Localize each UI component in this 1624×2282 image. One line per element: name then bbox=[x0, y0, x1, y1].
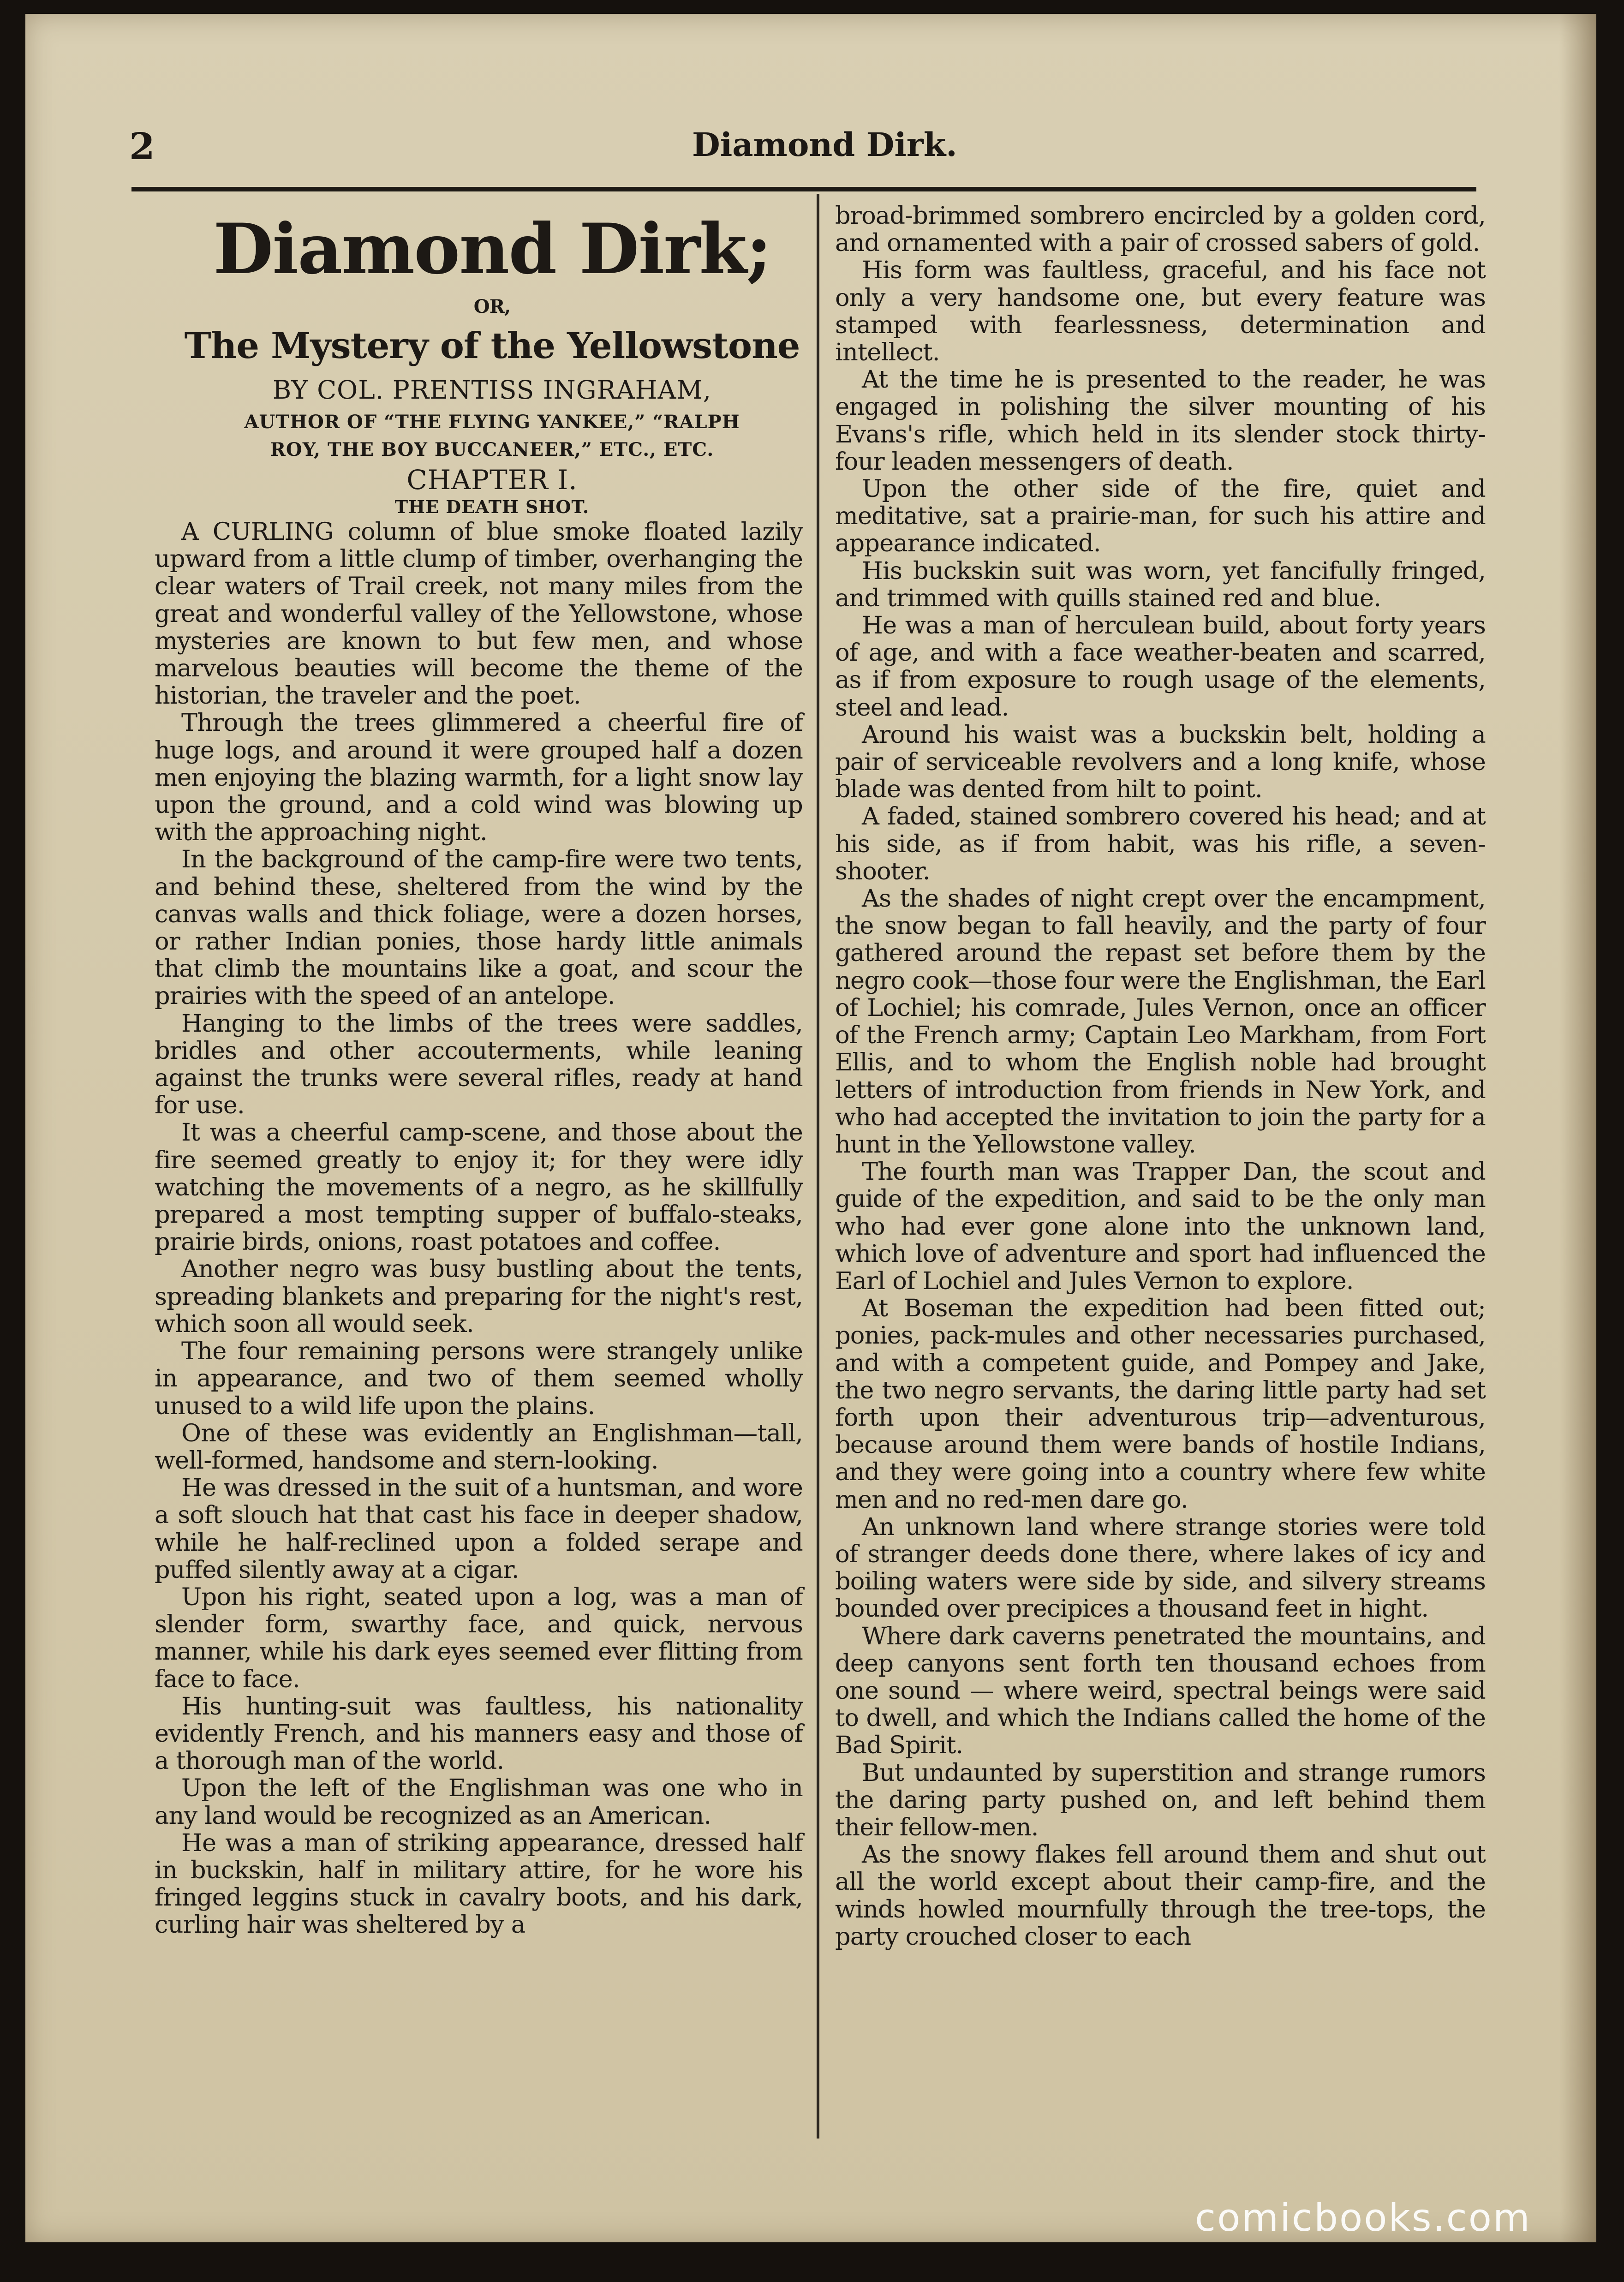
running-head bbox=[129, 115, 1476, 171]
worn-page-edge bbox=[1559, 14, 1596, 2242]
paragraph: He was a man of herculean build, about forty years of age, and with a face weather-beaten and scarred, as if from exposure to rough usage of the elements, steel and lead. bbox=[835, 611, 1486, 722]
paragraph: As the shades of night crept over the encampment, the snow began to fall heavily, and the party of four gathered around the repast set before them by the negro cook—those four were the Englishman, the Earl of Lochiel; his comrade, Jules Vernon, once an officer of the French army; Captain Leo Markham, from Fort Ellis, and to whom the English noble had brought letters of introduction from friends in New York, and who had accepted the invitation to join the party for a hunt in the Yellowstone valley. bbox=[835, 884, 1486, 1159]
chapter-title: THE DEATH SHOT. bbox=[394, 496, 590, 517]
left-column bbox=[155, 205, 803, 1939]
byline: BY COL. PRENTISS INGRAHAM, bbox=[272, 375, 712, 405]
paragraph: But undaunted by superstition and strange rumors the daring party pushed on, and left behind them their fellow-men. bbox=[835, 1758, 1486, 1841]
paragraph: Upon the left of the Englishman was one who in any land would be recognized as an American. bbox=[155, 1774, 803, 1830]
paragraph: Where dark caverns penetrated the mountains, and deep canyons sent forth ten thousand echoes from one sound — where weird, spectral beings were said to dwell, and which the Indians called the home of the Bad Spirit. bbox=[835, 1622, 1486, 1760]
paragraph: One of these was evidently an Englishman—tall, well-formed, handsome and stern-looking. bbox=[155, 1419, 803, 1475]
paragraph: The fourth man was Trapper Dan, the scout and guide of the expedition, and said to be the only man who had ever gone alone into the unknown land, which love of adventure and sport had influenced the Earl of Lochiel and Jules Vernon to explore. bbox=[835, 1158, 1486, 1295]
column-divider bbox=[817, 194, 819, 2139]
title-or: OR, bbox=[473, 296, 511, 317]
paragraph: An unknown land where strange stories were told of stranger deeds done there, where lakes of icy and boiling waters were side by side, and silvery streams bounded over precipices a thousand feet in hight. bbox=[835, 1512, 1486, 1623]
title-block bbox=[155, 205, 803, 518]
paragraph: At the time he is presented to the reader, he was engaged in polishing the silver mounting of his Evans's rifle, which held in its slender stock thirty-four leaden messengers of death. bbox=[835, 365, 1486, 476]
paragraph: Around his waist was a buckskin belt, holding a pair of serviceable revolvers and a long knife, whose blade was dented from hilt to point. bbox=[835, 720, 1486, 804]
opening-text: column of blue smoke floated lazily upward from a little clump of timber, overhanging the clear waters of Trail creek, not many miles from the great and wonderful valley of the Yellowstone, whose mysteries are known to but few men, and whose marvelous beauties will become the theme of the historian, the traveler and the poet. bbox=[155, 518, 803, 710]
paragraph: As the snowy flakes fell around them and shut out all the world except about their camp-fire, and the winds howled mournfully through the tree-tops, the party crouched closer to each bbox=[835, 1840, 1486, 1951]
paragraph: Upon the other side of the fire, quiet and meditative, sat a prairie-man, for such his attire and appearance indicated. bbox=[835, 475, 1486, 558]
paragraph: In the background of the camp-fire were two tents, and behind these, sheltered from the wind by the canvas walls and thick foliage, were a dozen horses, or rather Indian ponies, those hardy little animals that climb the mountains like a goat, and scour the prairies with the speed of an antelope. bbox=[155, 845, 803, 1010]
site-watermark: comicbooks.com bbox=[1195, 2196, 1531, 2240]
paragraph: His buckskin suit was worn, yet fancifully fringed, and trimmed with quills stained red and blue. bbox=[835, 556, 1486, 612]
paragraph: Through the trees glimmered a cheerful fire of huge logs, and around it were grouped half a dozen men enjoying the blazing warmth, for a light snow lay upon the ground, and a cold wind was blowing up with the approaching night. bbox=[155, 709, 803, 847]
right-column bbox=[835, 202, 1486, 1950]
author-of-line-2: ROY, THE BOY BUCCANEER,” ETC., ETC. bbox=[270, 439, 714, 460]
author-of-line-1: AUTHOR OF “THE FLYING YANKEE,” “RALPH bbox=[244, 411, 740, 433]
paragraph: Hanging to the limbs of the trees were saddles, bridles and other accouterments, while leaning against the trunks were several rifles, ready at hand for use. bbox=[155, 1009, 803, 1120]
header-rule bbox=[131, 187, 1476, 191]
paragraph: Upon his right, seated upon a log, was a man of slender form, swarthy face, and quick, nervous manner, while his dark eyes seemed ever flitting from face to face. bbox=[155, 1583, 803, 1693]
paragraph: A faded, stained sombrero covered his head; and at his side, as if from habit, was his rifle, a seven-shooter. bbox=[835, 802, 1486, 885]
continued-paragraph: broad-brimmed sombrero encircled by a golden cord, and ornamented with a pair of crossed sabers of gold. bbox=[835, 202, 1486, 257]
paragraph: The four remaining persons were strangely unlike in appearance, and two of them seemed wholly unused to a wild life upon the plains. bbox=[155, 1337, 803, 1420]
chapter-heading: CHAPTER I. bbox=[406, 464, 578, 496]
story-subtitle: The Mystery of the Yellowstone bbox=[184, 325, 800, 367]
left-paragraphs bbox=[155, 709, 803, 1938]
right-paragraphs bbox=[835, 257, 1486, 1950]
page-number: 2 bbox=[129, 125, 155, 168]
paragraph: He was dressed in the suit of a huntsman, and wore a soft slouch hat that cast his face in deeper shadow, while he half-reclined upon a folded serape and puffed silently away at a cigar. bbox=[155, 1474, 803, 1584]
paragraph: At Boseman the expedition had been fitted out; ponies, pack-mules and other necessaries purchased, and with a competent guide, and Pompey and Jake, the two negro servants, the daring little party had set forth upon their adventurous trip—adventurous, because around them were bands of hostile Indians, and they were going into a country where few white men and no red-men dare go. bbox=[835, 1294, 1486, 1514]
paragraph: His hunting-suit was faultless, his nationality evidently French, and his manners easy and those of a thorough man of the world. bbox=[155, 1692, 803, 1775]
paragraph: It was a cheerful camp-scene, and those about the fire seemed greatly to enjoy it; for they were idly watching the movements of a negro, as he skillfully prepared a most tempting supper of buffalo-steaks, prairie birds, onions, roast potatoes and coffee. bbox=[155, 1118, 803, 1256]
opening-words: A CURLING bbox=[181, 518, 334, 546]
paragraph: His form was faultless, graceful, and his face not only a very handsome one, but every feature was stamped with fearlessness, determination and intellect. bbox=[835, 256, 1486, 367]
opening-paragraph bbox=[155, 518, 803, 709]
story-title: Diamond Dirk; bbox=[213, 209, 771, 290]
paragraph: He was a man of striking appearance, dressed half in buckskin, half in military attire, for he wore his fringed leggins stuck in cavalry boots, and his dark, curling hair was sheltered by a bbox=[155, 1828, 803, 1939]
running-title: Diamond Dirk. bbox=[692, 125, 957, 164]
paragraph: Another negro was busy bustling about the tents, spreading blankets and preparing for the night's rest, which soon all would seek. bbox=[155, 1255, 803, 1338]
